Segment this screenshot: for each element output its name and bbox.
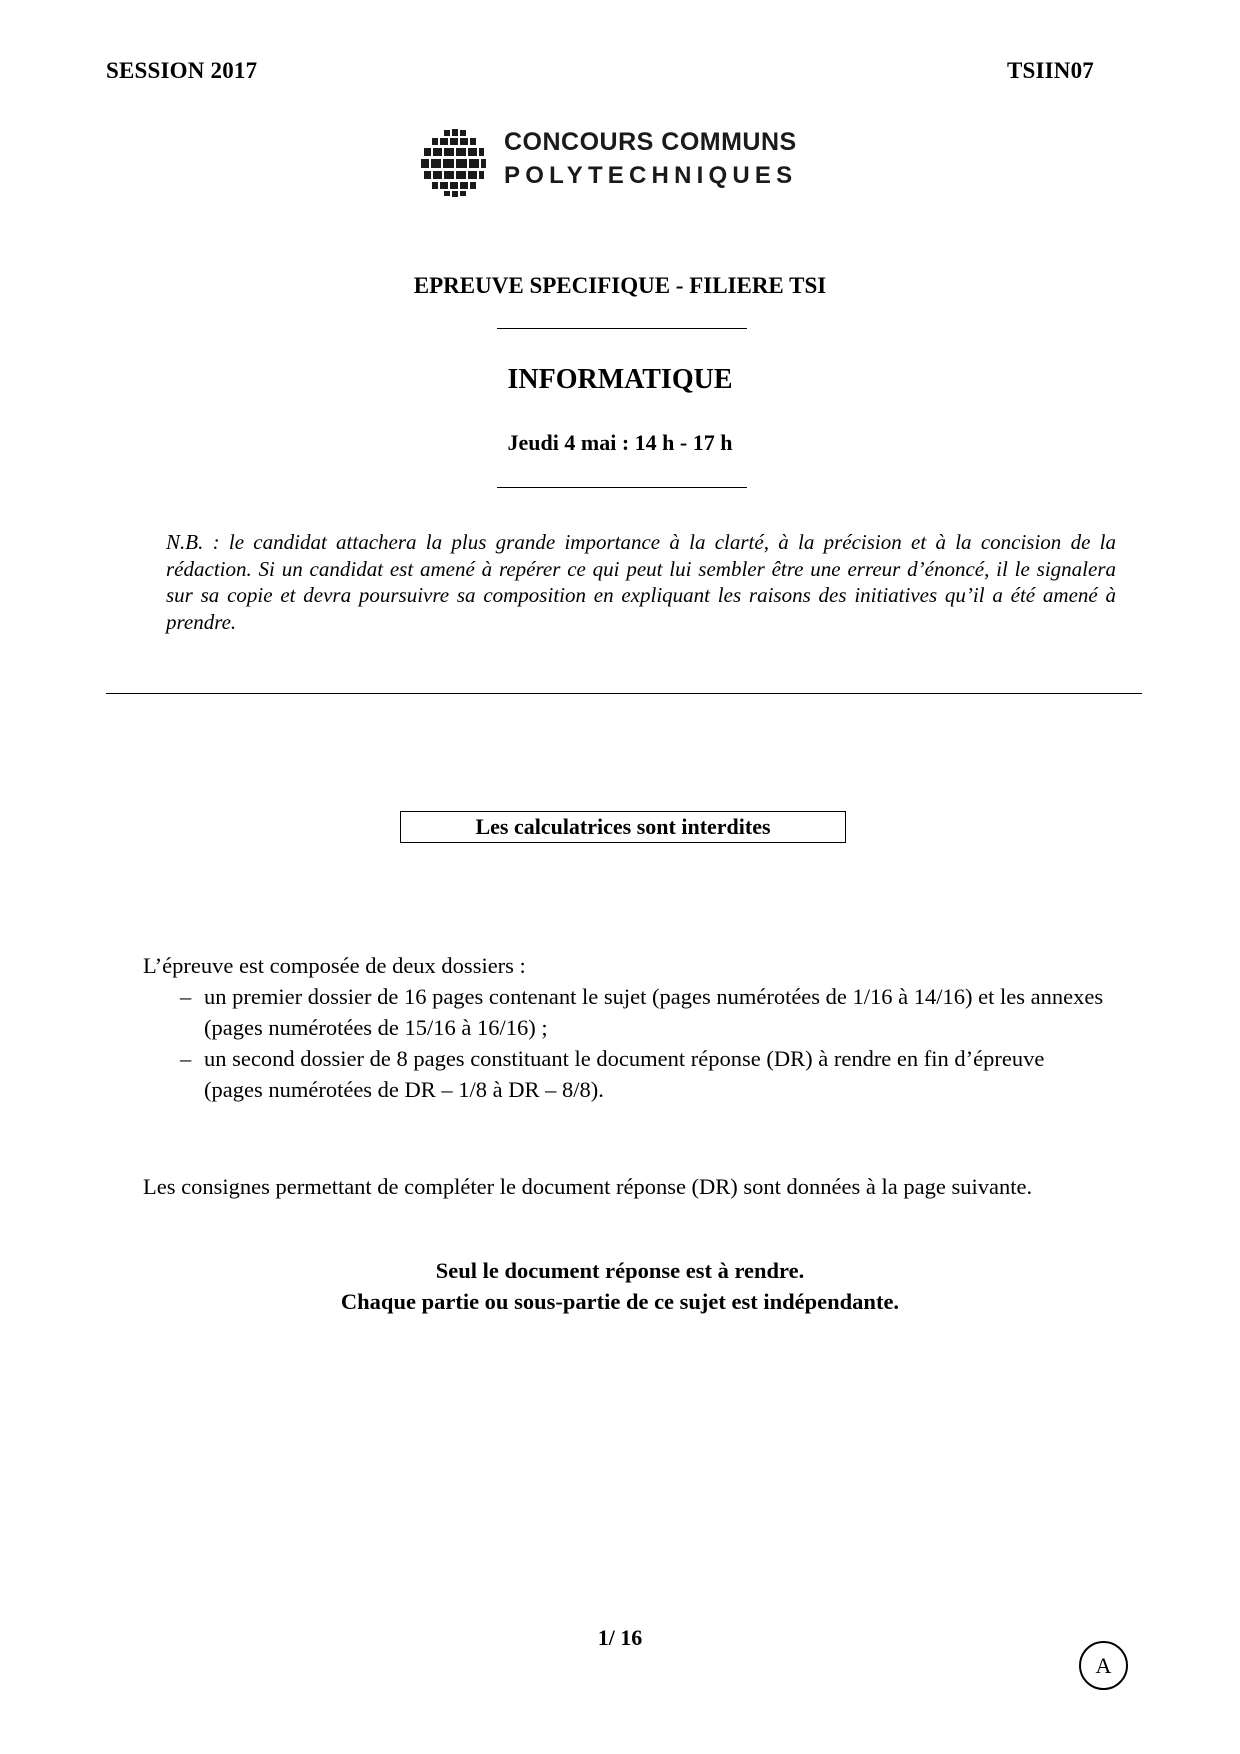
logo [418, 126, 818, 198]
divider [497, 487, 747, 488]
composition-intro: L’épreuve est composée de deux dossiers : [143, 953, 526, 978]
logo-line-2: POLYTECHNIQUES [504, 162, 798, 189]
version-badge: A [1079, 1641, 1128, 1690]
section-divider [106, 693, 1142, 694]
consignes-text: Les consignes permettant de compléter le document réponse (DR) sont données à la page suivante. [143, 1174, 1033, 1199]
globe-logo-icon [418, 128, 488, 198]
final-note-1: Seul le document réponse est à rendre. [435, 1258, 805, 1283]
list-item [143, 1043, 1105, 1105]
composition-section [143, 950, 1105, 1105]
logo-line-1: CONCOURS COMMUNS [504, 128, 797, 156]
exam-subtitle: EPREUVE SPECIFIQUE - FILIERE TSI [413, 273, 827, 298]
list-item-text: un second dossier de 8 pages constituant le document réponse (DR) à rendre en fin d’épreuve (pages numérotées de DR – 1/8 à DR – 8/8). [204, 1046, 1045, 1102]
exam-date: Jeudi 4 mai : 14 h - 17 h [507, 430, 733, 455]
final-note-2: Chaque partie ou sous-partie de ce sujet est indépendante. [340, 1289, 900, 1314]
session-label: SESSION 2017 [106, 58, 258, 83]
list-item [143, 981, 1105, 1043]
divider [497, 328, 747, 329]
list-item-text: un premier dossier de 16 pages contenant le sujet (pages numérotées de 1/16 à 14/16) et les annexes (pages numérotées de 15/16 à 16/16) ; [204, 984, 1104, 1040]
dossier-list [143, 981, 1105, 1105]
page-number: 1/ 16 [597, 1625, 643, 1650]
calculators-notice: Les calculatrices sont interdites [400, 811, 846, 843]
nb-notice: N.B. : le candidat attachera la plus grande importance à la clarté, à la précision et à la concision de la rédaction. Si un candidat est amené à repérer ce qui peut lui sembler être une erreur d’énoncé, il le signalera sur sa copie et devra poursuivre sa composition en expliquant les raisons des initiatives qu’il a été amené à prendre. [166, 530, 1116, 634]
list-dash: – [180, 984, 192, 1009]
exam-code: TSIIN07 [1006, 58, 1094, 83]
list-dash: – [180, 1046, 192, 1071]
page-title: INFORMATIQUE [507, 364, 733, 395]
